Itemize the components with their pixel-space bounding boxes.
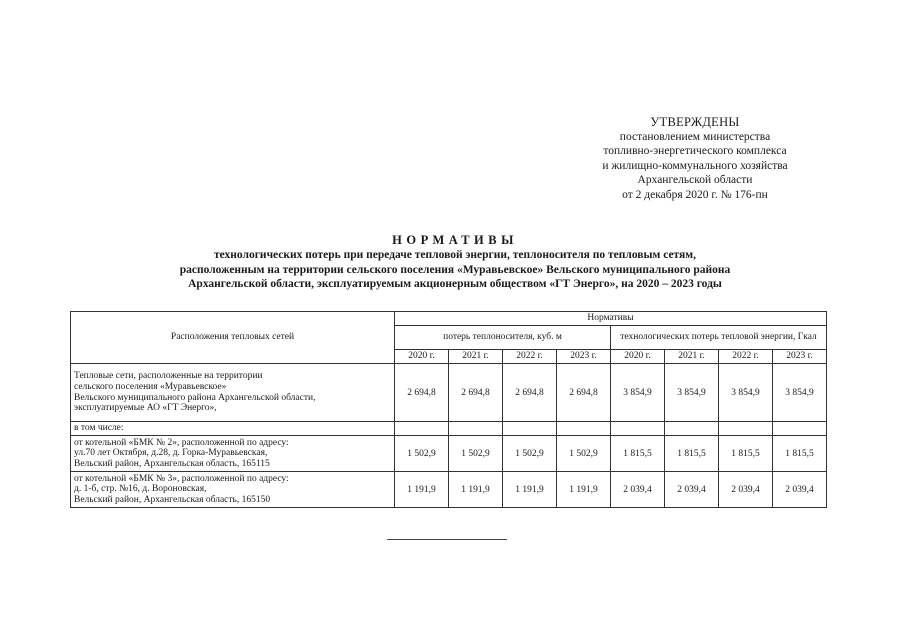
value-cell: 1 191,9 bbox=[503, 472, 557, 508]
value-cell: 1 502,9 bbox=[557, 436, 611, 472]
header-year: 2020 г. bbox=[611, 350, 665, 364]
header-year: 2021 г. bbox=[665, 350, 719, 364]
value-cell: 1 815,5 bbox=[719, 436, 773, 472]
table-row bbox=[71, 436, 827, 472]
row-name-line: Тепловые сети, расположенные на территории bbox=[74, 371, 263, 382]
header-heat-losses: технологических потерь тепловой энергии, Гкал bbox=[611, 326, 827, 350]
header-coolant-losses: потерь теплоносителя, куб. м bbox=[395, 326, 611, 350]
value-cell bbox=[503, 422, 557, 436]
value-cell: 2 039,4 bbox=[665, 472, 719, 508]
value-cell: 1 502,9 bbox=[395, 436, 449, 472]
value-cell: 2 039,4 bbox=[611, 472, 665, 508]
value-cell: 1 815,5 bbox=[611, 436, 665, 472]
value-cell: 2 039,4 bbox=[719, 472, 773, 508]
value-cell: 1 191,9 bbox=[449, 472, 503, 508]
document-subtitle-line: Архангельской области, эксплуатируемым акционерным обществом «ГТ Энерго», на 2020 – 2023 годы bbox=[188, 278, 722, 290]
value-cell: 2 694,8 bbox=[449, 364, 503, 422]
row-name-line: Вельского муниципального района Архангельской области, bbox=[74, 392, 316, 403]
value-cell: 2 694,8 bbox=[395, 364, 449, 422]
row-name bbox=[71, 436, 395, 472]
approval-line: и жилищно-коммунального хозяйства bbox=[602, 159, 788, 172]
header-year: 2022 г. bbox=[503, 350, 557, 364]
value-cell bbox=[395, 422, 449, 436]
header-year: 2020 г. bbox=[395, 350, 449, 364]
row-name bbox=[71, 422, 395, 436]
row-name bbox=[71, 364, 395, 422]
value-cell: 1 191,9 bbox=[395, 472, 449, 508]
header-year: 2023 г. bbox=[557, 350, 611, 364]
value-cell: 2 694,8 bbox=[503, 364, 557, 422]
approval-line: от 2 декабря 2020 г. № 176-пн bbox=[622, 188, 768, 201]
row-name-line: в том числе: bbox=[74, 423, 124, 434]
value-cell: 3 854,9 bbox=[611, 364, 665, 422]
header-location: Расположения тепловых сетей bbox=[71, 312, 395, 364]
table-row bbox=[71, 472, 827, 508]
value-cell: 3 854,9 bbox=[665, 364, 719, 422]
value-cell: 1 502,9 bbox=[449, 436, 503, 472]
value-cell: 1 502,9 bbox=[503, 436, 557, 472]
row-name bbox=[71, 472, 395, 508]
value-cell bbox=[449, 422, 503, 436]
approval-line: Архангельской области bbox=[637, 174, 753, 187]
value-cell bbox=[665, 422, 719, 436]
row-name-line: Вельский район, Архангельская область, 165115 bbox=[74, 458, 270, 469]
row-name-line: от котельной «БМК № 3», расположенной по адресу: bbox=[74, 473, 289, 484]
value-cell: 1 815,5 bbox=[665, 436, 719, 472]
row-name-line: эксплуатируемые АО «ГТ Энерго», bbox=[74, 403, 217, 414]
value-cell: 3 854,9 bbox=[773, 364, 827, 422]
row-name-line: Вельский район, Архангельская область, 165150 bbox=[74, 494, 271, 505]
document-title: НОРМАТИВЫ bbox=[392, 233, 518, 247]
value-cell: 3 854,9 bbox=[719, 364, 773, 422]
table-row bbox=[71, 364, 827, 422]
header-normatives: Нормативы bbox=[395, 312, 827, 326]
value-cell bbox=[557, 422, 611, 436]
value-cell: 2 694,8 bbox=[557, 364, 611, 422]
row-name-line: сельского поселения «Муравьевское» bbox=[74, 381, 227, 392]
approval-line: топливно-энергетического комплекса bbox=[603, 145, 787, 158]
document-heading bbox=[70, 233, 840, 292]
value-cell bbox=[611, 422, 665, 436]
value-cell bbox=[773, 422, 827, 436]
approval-block bbox=[560, 115, 830, 203]
end-rule bbox=[387, 539, 507, 540]
header-year: 2021 г. bbox=[449, 350, 503, 364]
header-year: 2022 г. bbox=[719, 350, 773, 364]
approval-line: постановлением министерства bbox=[619, 130, 771, 143]
approval-title: УТВЕРЖДЕНЫ bbox=[650, 115, 740, 129]
document-subtitle-line: расположенным на территории сельского поселения «Муравьевское» Вельского муниципального района bbox=[179, 263, 731, 276]
row-name-line: ул.70 лет Октября, д.28, д. Горка-Муравьевская, bbox=[74, 448, 268, 459]
value-cell bbox=[719, 422, 773, 436]
row-name-line: от котельной «БМК № 2», расположенной по адресу: bbox=[74, 437, 289, 448]
header-year: 2023 г. bbox=[773, 350, 827, 364]
normatives-table bbox=[70, 311, 827, 508]
row-name-line: д. 1-б, стр. №16, д. Вороновская, bbox=[74, 484, 207, 495]
document-subtitle-line: технологических потерь при передаче тепловой энергии, теплоносителя по тепловым сетям, bbox=[214, 249, 696, 261]
table-row bbox=[71, 422, 827, 436]
value-cell: 2 039,4 bbox=[773, 472, 827, 508]
value-cell: 1 815,5 bbox=[773, 436, 827, 472]
value-cell: 1 191,9 bbox=[557, 472, 611, 508]
